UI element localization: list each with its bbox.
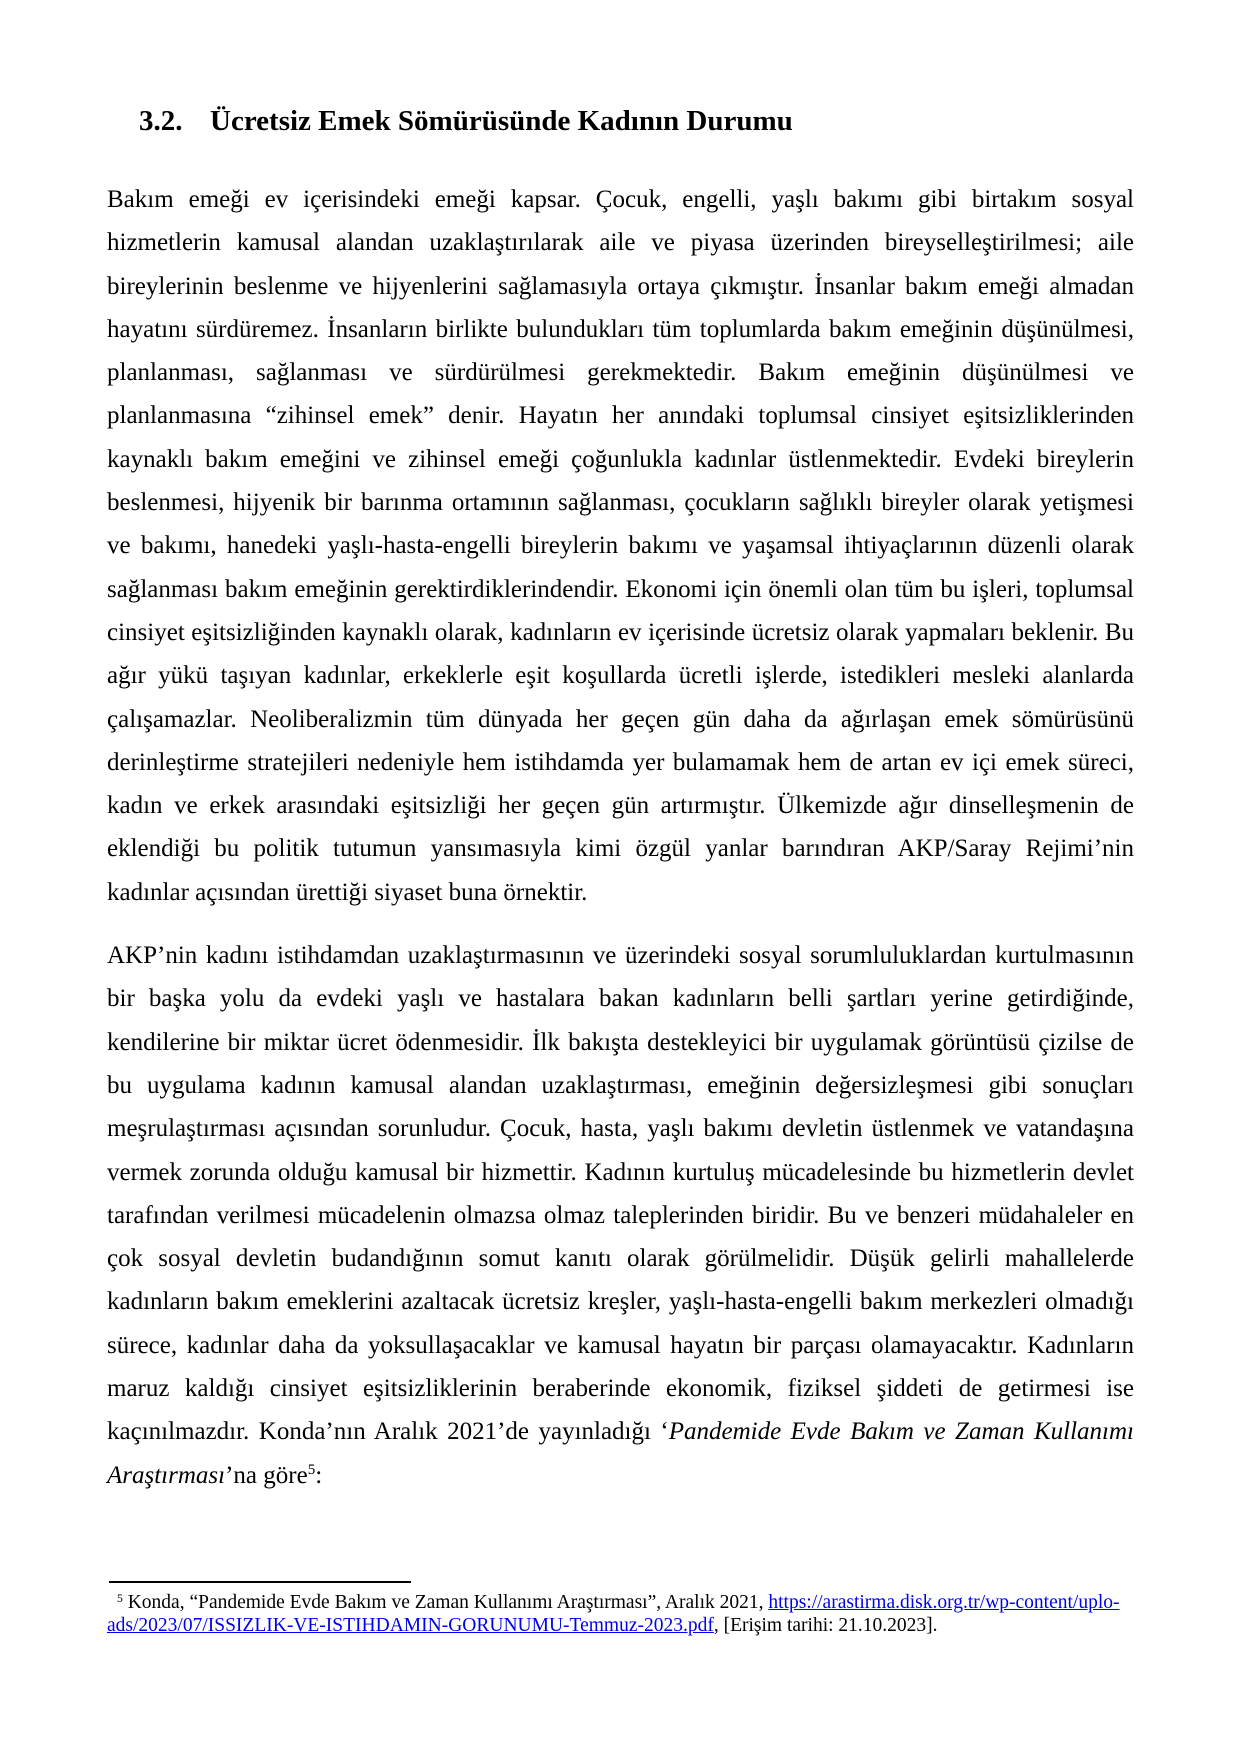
footnote-line-2 (107, 1614, 1134, 1637)
section-heading (107, 100, 1134, 143)
footnote-line-1 (107, 1591, 1134, 1614)
footnote-access-date: , [Erişim tarihi: 21.10.2023]. (713, 1615, 938, 1636)
report-title-italic: Pandemide Evde Bakım ve Zaman Kullanımı Araştırması (107, 1418, 1134, 1489)
section-number: 3.2. (139, 105, 183, 137)
footnote-citation-text: Konda, “Pandemide Evde Bakım ve Zaman Kullanımı Araştırması”, Aralık 2021, (122, 1592, 769, 1613)
section-title: Ücretsiz Emek Sömürüsünde Kadının Durumu (210, 105, 793, 137)
paragraph-2-continuation: ’na göre (225, 1461, 308, 1489)
footnote-separator-line (109, 1581, 411, 1583)
footnote-url-part-1[interactable]: https://arastirma.disk.org.tr/wp-content/uplo- (768, 1592, 1120, 1613)
body-paragraph-1: Bakım emeği ev içerisindeki emeği kapsar. Çocuk, engelli, yaşlı bakımı gibi birtakım sosyal hizmetlerin kamusal alandan uzaklaştırılarak aile ve piyasa üzerinden bireyselleştirilmesi; aile bireylerinin beslenme ve hijyenlerini sağlamasıyla ortaya çıkmıştır. İnsanlar bakım emeği almadan hayatını sürdüremez. İnsanların birlikte bulundukları tüm toplumlarda bakım emeğinin düşünülmesi, planlanması, sağlanması ve sürdürülmesi gerekmektedir. Bakım emeğinin düşünülmesi ve planlanmasına “zihinsel emek” denir. Hayatın her anındaki toplumsal cinsiyet eşitsizliklerinden kaynaklı bakım emeğini ve zihinsel emeği çoğunlukla kadınlar üstlenmektedir. Evdeki bireylerin beslenmesi, hijyenik bir barınma ortamının sağlanması, çocukların sağlıklı bireyler olarak yetişmesi ve bakımı, hanedeki yaşlı-hasta-engelli bireylerin bakımı ve yaşamsal ihtiyaçlarının düzenli olarak sağlanması bakım emeğinin gerektirdiklerindendir. Ekonomi için önemli olan tüm bu işleri, toplumsal cinsiyet eşitsizliğinden kaynaklı olarak, kadınların ev içerisinde ücretsiz olarak yapmaları beklenir. Bu ağır yükü taşıyan kadınlar, erkeklerle eşit koşullarda ücretli işlerde, istedikleri mesleki alanlarda çalışamazlar. Neoliberalizmin tüm dünyada her geçen gün daha da ağırlaşan emek sömürüsünü derinleştirme stratejileri nedeniyle hem istihdamda yer bulamamak hem de artan ev içi emek süreci, kadın ve erkek arasındaki eşitsizliği her geçen gün artırmıştır. Ülkemizde ağır dinselleşmenin de eklendiği bu politik tutumun yansımasıyla kimi özgül yanlar barındıran AKP/​Saray Rejimi’nin kadınlar açısından ürettiği siyaset buna örnektir. (107, 186, 1134, 906)
paragraph-2-text: AKP’nin kadını istihdamdan uzaklaştırmasının ve üzerindeki sosyal sorumluluklardan kurtulmasının bir başka yolu da evdeki yaşlı ve hastalara bakan kadınların belli şartları yerine getirdiğinde, kendilerine bir miktar ücret ödenmesidir. İlk bakışta destekleyici bir uygulamak görüntüsü çizilse de bu uygulama kadının kamusal alandan uzaklaştırması, emeğinin değersizleşmesi gibi sonuçları meşrulaştırması açısından sorunludur. Çocuk, hasta, yaşlı bakımı devletin üstlenmek ve vatandaşına vermek zorunda olduğu kamusal bir hizmettir. Kadının kurtuluş mücadelesinde bu hizmetlerin devlet tarafından verilmesi mücadelenin olmazsa olmaz taleplerinden biridir. Bu ve benzeri müdahaleler en çok sosyal devletin budandığının somut kanıtı olarak görülmelidir. Düşük gelirli mahallelerde kadınların bakım emeklerini azaltacak ücretsiz kreşler, yaşlı-hasta-engelli bakım merkezleri olmadığı sürece, kadınlar daha da yoksullaşacaklar ve kamusal hayatın bir parçası olamayacaktır. Kadınların maruz kaldığı cinsiyet eşitsizliklerinin beraberinde ekonomik, fiziksel şiddeti de getirmesi ise kaçınılmazdır. Konda’nın Aralık 2021’de yayınladığı ‘ (107, 942, 1134, 1446)
body-paragraph-2 (107, 934, 1134, 1497)
footnote-reference-number: 5 (307, 1462, 316, 1479)
footnote-number: 5 (117, 1591, 123, 1605)
footnote-area (107, 1581, 1134, 1637)
footnote-url-part-2[interactable]: ads/2023/07/ISSIZLIK-VE-ISTIHDAMIN-GORUNUMU-Temmuz-2023.pdf (107, 1615, 714, 1636)
paragraph-2-colon: : (315, 1461, 323, 1489)
